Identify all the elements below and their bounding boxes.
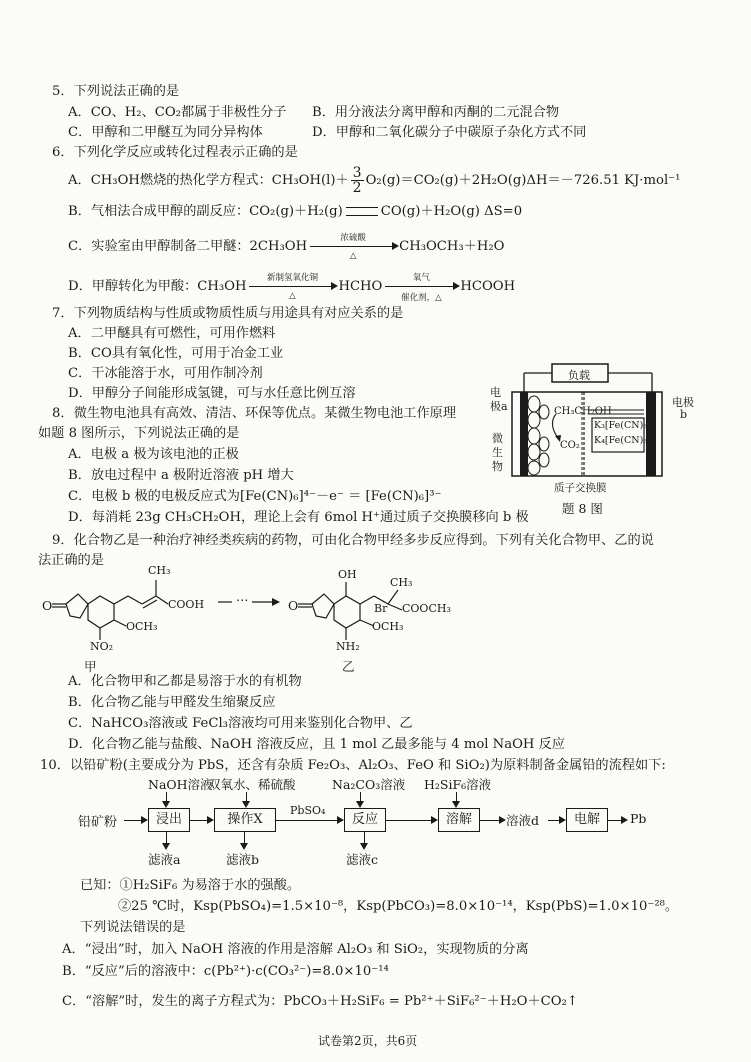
load-label: 负载	[568, 369, 590, 382]
q10-option-c: C．“溶解”时，发生的离子方程式为：PbCO₃＋H₂SiF₆ = Pb²⁺＋SiF₆²⁻＋H₂O＋CO₂↑	[62, 994, 578, 1009]
q6-a-fraction	[351, 166, 364, 195]
microbe-label-1: 微	[492, 432, 503, 445]
yi-nh2: NH₂	[336, 640, 360, 653]
q6-a-pre: A．CH₃OH燃烧的热化学方程式：CH₃OH(l)＋	[68, 173, 349, 188]
q6-d-mid: HCHO	[338, 279, 383, 294]
q6-c-arrow-top: 浓硫酸	[340, 232, 366, 243]
flow-start-ore: 铅矿粉	[78, 815, 118, 830]
q6-d-pre: D．甲醇转化为甲酸：CH₃OH	[68, 279, 247, 294]
flow-na2co3-label: Na₂CO₃溶液	[332, 777, 406, 792]
yi-cooch3: COOCH₃	[402, 602, 451, 615]
q7-stem: 7．下列物质结构与性质或物质性质与用途具有对应关系的是	[52, 306, 404, 321]
q6-b-equilibrium-sign	[346, 207, 378, 216]
q10-known-2: ②25 ℃时，Ksp(PbSO₄)=1.5×10⁻⁸，Ksp(PbCO₃)=8.0×10⁻¹⁴，Ksp(PbS)=1.0×10⁻²⁸。	[118, 899, 679, 914]
q8-figure	[484, 362, 699, 530]
q7-option-d: D．甲醇分子间能形成氢键，可与水任意比例互溶	[68, 386, 356, 401]
q8-option-c: C．电极 b 极的电极反应式为[Fe(CN)₆]⁴⁻－e⁻ ＝ [Fe(CN)₆]³⁻	[68, 489, 442, 504]
cell-container	[512, 392, 662, 476]
q5-option-c: C．甲醇和二甲醚互为同分异构体	[68, 125, 263, 140]
microbe-label-3: 物	[492, 460, 503, 473]
q6-c-post: CH₃OCH₃＋H₂O	[399, 239, 505, 254]
q9-option-b: B．化合物乙能与甲醛发生缩聚反应	[68, 695, 276, 710]
q9-stem-line1: 9．化合物乙是一种治疗神经类疾病的药物，可由化合物甲经多步反应得到。下列有关化合物甲、乙的说	[52, 533, 654, 548]
flow-h2sif6-label: H₂SiF₆溶液	[424, 777, 492, 792]
q6-c-pre: C．实验室由甲醇制备二甲醚：2CH₃OH	[68, 239, 308, 254]
jia-och3: OCH₃	[126, 620, 158, 633]
q6-d-arrow1-bottom: △	[289, 290, 296, 301]
electrode-a-label-2: 极a	[490, 400, 508, 413]
q6-d-reaction-arrow-2	[385, 272, 457, 303]
q9-option-d: D．化合物乙能与盐酸、NaOH 溶液反应，且 1 mol 乙最多能与 4 mol NaOH 反应	[68, 737, 565, 752]
electrode-a	[520, 392, 528, 476]
flow-dissolve-box: 溶解	[438, 808, 480, 832]
q6-c-arrow-bottom: △	[349, 250, 357, 261]
q9-option-c: C．NaHCO₃溶液或 FeCl₃溶液均可用来鉴别化合物甲、乙	[68, 716, 413, 731]
q9-option-a: A．化合物甲和乙都是易溶于水的有机物	[68, 674, 302, 689]
q10-option-a: A．“浸出”时，加入 NaOH 溶液的作用是溶解 Al₂O₃ 和 SiO₂，实现物质的分离	[62, 942, 529, 957]
q6-a-frac-num: 3	[352, 165, 362, 181]
q6-option-c	[68, 232, 505, 261]
ethanol-label: CH₃CH₂OH	[554, 406, 612, 417]
q8-option-a: A．电极 a 极为该电池的正极	[68, 447, 239, 462]
flow-operation-x-box: 操作X	[214, 808, 276, 832]
q9-structure-drawing	[40, 564, 480, 674]
q6-d-arrow2-bottom: 催化剂，△	[401, 292, 442, 303]
flow-solution-d: 溶液d	[506, 813, 540, 828]
jia-label: 甲	[84, 659, 97, 674]
electrode-a-label-1: 电	[490, 386, 501, 399]
flow-pbso4-label: PbSO₄	[290, 804, 326, 817]
flow-leach-box: 浸出	[148, 808, 190, 832]
k3-label: K₃[Fe(CN)₆]/	[594, 420, 655, 431]
q6-c-reaction-arrow	[310, 232, 396, 261]
yi-carbonyl-o: O	[288, 598, 299, 613]
q5-option-a: A．CO、H₂、CO₂都属于非极性分子	[68, 105, 287, 120]
q6-option-a	[68, 166, 680, 195]
q6-d-reaction-arrow-1	[249, 272, 335, 301]
q7-option-b: B．CO具有氧化性，可用于冶金工业	[68, 346, 284, 361]
q10-stem: 10．以铅矿粉(主要成分为 PbS，还含有杂质 Fe₂O₃、Al₂O₃、FeO 和 SiO₂)为原料制备金属铅的流程如下:	[40, 758, 666, 773]
q10-known-1: 已知：①H₂SiF₆ 为易溶于水的强酸。	[80, 878, 301, 893]
q7-option-a: A．二甲醚具有可燃性，可用作燃料	[68, 326, 276, 341]
microbe-label-2: 生	[492, 446, 503, 459]
q6-d-arrow2-top: 氧气	[412, 272, 430, 283]
flow-naoh-label: NaOH溶液	[148, 777, 213, 792]
q7-option-c: C．干冰能溶于水，可用作制冷剂	[68, 366, 263, 381]
q8-option-b: B．放电过程中 a 极附近溶液 pH 增大	[68, 468, 294, 483]
q8-stem-line1: 8．微生物电池具有高效、清洁、环保等优点。某微生物电池工作原理	[52, 406, 457, 421]
q5-option-b: B．用分液法分离甲醇和丙酮的二元混合物	[312, 105, 560, 120]
q9-structures	[40, 564, 480, 674]
q10-ask: 下列说法错误的是	[80, 920, 186, 935]
q8-stem-line2: 如题 8 图所示，下列说法正确的是	[38, 426, 240, 441]
page-footer: 试卷第2页，共6页	[318, 1034, 418, 1048]
yi-oh: OH	[338, 568, 357, 581]
reaction-dots: ⋯	[236, 592, 249, 607]
membrane-label: 质子交换膜	[554, 482, 607, 494]
q6-a-frac-den: 2	[352, 180, 362, 196]
jia-cooh: COOH	[168, 598, 205, 611]
q6-b-post: CO(g)＋H₂O(g) ΔS=0	[380, 204, 523, 219]
jia-no2: NO₂	[90, 640, 114, 653]
q6-option-b	[68, 200, 522, 219]
yi-och3: OCH₃	[372, 620, 404, 633]
electrode-b	[646, 392, 656, 476]
figure-8-caption: 题 8 图	[562, 501, 603, 516]
flow-electrolysis-box: 电解	[566, 808, 608, 832]
flow-filtrate-b: 滤液b	[226, 852, 260, 867]
jia-ch3: CH₃	[148, 564, 171, 577]
q6-stem: 6．下列化学反应或转化过程表示正确的是	[52, 145, 298, 160]
k4-label: K₄[Fe(CN)₆]	[594, 435, 651, 446]
q6-d-arrow1-top: 新制氢氧化铜	[266, 272, 318, 283]
flow-react-box: 反应	[344, 808, 386, 832]
q9-stem-line2: 法正确的是	[38, 553, 104, 568]
jia-carbonyl-o: O	[42, 598, 53, 613]
yi-ch3: CH₃	[390, 576, 413, 589]
q6-a-post: O₂(g)＝CO₂(g)＋2H₂O(g)ΔH＝－726.51 KJ·mol⁻¹	[365, 173, 681, 188]
co2-label: CO₂	[560, 440, 580, 451]
electrode-b-label-2: b	[680, 408, 688, 421]
q10-option-b: B．“反应”后的溶液中：c(Pb²⁺)·c(CO₃²⁻)=8.0×10⁻¹⁴	[62, 964, 389, 979]
q6-d-post: HCOOH	[460, 279, 516, 294]
yi-label: 乙	[342, 659, 355, 674]
flow-filtrate-c: 滤液c	[346, 852, 379, 867]
flow-filtrate-a: 滤液a	[148, 852, 181, 867]
yi-br: Br	[374, 602, 388, 615]
q8-option-d: D．每消耗 23g CH₃CH₂OH，理论上会有 6mol H⁺通过质子交换膜移向 b 极	[68, 510, 529, 525]
q5-stem: 5．下列说法正确的是	[52, 84, 180, 99]
flow-product-pb: Pb	[630, 811, 647, 826]
q5-option-d: D．甲醇和二氧化碳分子中碳原子杂化方式不同	[312, 125, 587, 140]
q6-option-d	[68, 272, 516, 303]
electrode-b-label-1: 电极	[672, 396, 694, 409]
q6-b-pre: B．气相法合成甲醇的副反应：CO₂(g)＋H₂(g)	[68, 204, 343, 219]
flow-h2o2-label: 双氧水、稀硫酸	[208, 777, 296, 792]
